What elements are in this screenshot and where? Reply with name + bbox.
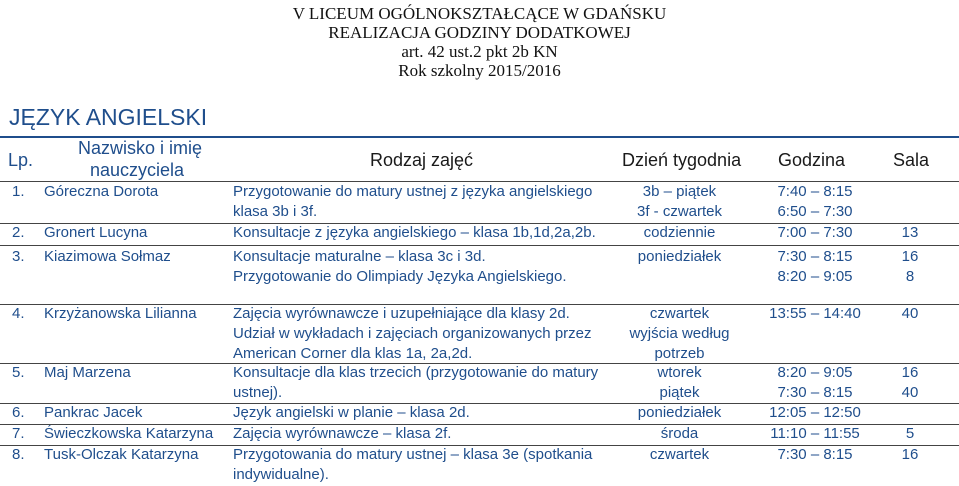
row-day: piątek [659, 384, 700, 401]
row-day: wyjścia według [629, 325, 730, 342]
row-lp: 5. [12, 364, 25, 381]
row-room: 8 [905, 268, 915, 285]
row-hour: 12:05 – 12:50 [769, 404, 861, 421]
row-day: codziennie [643, 224, 716, 241]
row-type: Udział w wykładach i zajęciach organizowanych przez [233, 325, 592, 342]
row-type: Przygotowanie do matury ustnej z języka angielskiego [233, 183, 593, 200]
row-lp: 1. [12, 183, 25, 200]
school-name: V LICEUM OGÓLNOKSZTAŁCĄCE W GDAŃSKU [292, 4, 667, 23]
row-type: Przygotowanie do Olimpiady Języka Angielskiego. [233, 268, 567, 285]
row-hour: 7:40 – 8:15 [777, 183, 853, 200]
document-subtitle: REALIZACJA GODZINY DODATKOWEJ [328, 23, 631, 42]
row-divider [0, 304, 959, 305]
row-hour: 8:20 – 9:05 [777, 364, 853, 381]
row-hour: 6:50 – 7:30 [777, 203, 853, 220]
row-room: 13 [901, 224, 919, 241]
row-hour: 11:10 – 11:55 [770, 425, 860, 442]
row-type: Przygotowania do matury ustnej – klasa 3e (spotkania [233, 446, 593, 463]
row-type: American Corner dla klas 1a, 2a,2d. [233, 345, 473, 362]
row-type: Konsultacje z języka angielskiego – klasa 1b,1d,2a,2b. [233, 224, 596, 241]
row-hour: 7:00 – 7:30 [777, 224, 853, 241]
row-room: 40 [901, 305, 919, 322]
row-teacher-name: Maj Marzena [44, 364, 131, 381]
col-day-header: Dzień tygodnia [622, 150, 742, 170]
row-lp: 3. [12, 248, 25, 265]
row-type: Zajęcia wyrównawcze – klasa 2f. [233, 425, 452, 442]
row-day: poniedziałek [637, 248, 722, 265]
row-day: 3f - czwartek [636, 203, 723, 220]
row-room: 16 [901, 446, 919, 463]
row-divider [0, 445, 959, 446]
row-type: ustnej). [233, 384, 283, 401]
row-hour: 7:30 – 8:15 [777, 446, 853, 463]
school-year: Rok szkolny 2015/2016 [398, 61, 561, 80]
row-type: indywidualne). [233, 466, 329, 483]
row-type: Konsultacje dla klas trzecich (przygotowanie do matury [233, 364, 599, 381]
row-teacher-name: Góreczna Dorota [44, 183, 159, 200]
col-type-header: Rodzaj zajęć [370, 150, 474, 170]
row-divider [0, 424, 959, 425]
row-teacher-name: Kiazimowa Sołmaz [44, 248, 171, 265]
col-lp-header: Lp. [8, 150, 34, 170]
row-divider [0, 363, 959, 364]
row-teacher-name: Krzyżanowska Lilianna [44, 305, 197, 322]
row-hour: 7:30 – 8:15 [777, 248, 853, 265]
row-day: 3b – piątek [642, 183, 717, 200]
row-type: Konsultacje maturalne – klasa 3c i 3d. [233, 248, 486, 265]
col-name-header-line1: Nazwisko i imię [78, 138, 203, 158]
row-type: Zajęcia wyrównawcze i uzupełniające dla klasy 2d. [233, 305, 570, 322]
row-lp: 4. [12, 305, 25, 322]
row-teacher-name: Świeczkowska Katarzyna [44, 425, 214, 442]
row-day: czwartek [649, 305, 710, 322]
row-day: poniedziałek [637, 404, 722, 421]
col-room-header: Sala [893, 150, 930, 170]
row-divider [0, 245, 959, 246]
row-divider [0, 403, 959, 404]
row-lp: 7. [12, 425, 25, 442]
col-hour-header: Godzina [778, 150, 846, 170]
row-room: 5 [905, 425, 915, 442]
row-room: 16 [901, 364, 919, 381]
legal-basis: art. 42 ust.2 pkt 2b KN [401, 42, 558, 61]
row-hour: 8:20 – 9:05 [777, 268, 853, 285]
row-day: potrzeb [654, 345, 705, 362]
row-type: klasa 3b i 3f. [233, 203, 318, 220]
row-lp: 2. [12, 224, 25, 241]
row-day: czwartek [649, 446, 710, 463]
row-divider [0, 223, 959, 224]
row-room: 16 [901, 248, 919, 265]
row-lp: 8. [12, 446, 25, 463]
row-teacher-name: Gronert Lucyna [44, 224, 148, 241]
row-day: środa [660, 425, 699, 442]
row-day: wtorek [657, 364, 702, 381]
row-type: Język angielski w planie – klasa 2d. [233, 404, 470, 421]
row-teacher-name: Pankrac Jacek [44, 404, 143, 421]
row-hour: 13:55 – 14:40 [769, 305, 861, 322]
section-title: JĘZYK ANGIELSKI [9, 104, 208, 130]
row-room: 40 [901, 384, 919, 401]
col-name-header-line2: nauczyciela [90, 160, 185, 180]
row-hour: 7:30 – 8:15 [777, 384, 853, 401]
row-teacher-name: Tusk-Olczak Katarzyna [44, 446, 199, 463]
row-lp: 6. [12, 404, 25, 421]
